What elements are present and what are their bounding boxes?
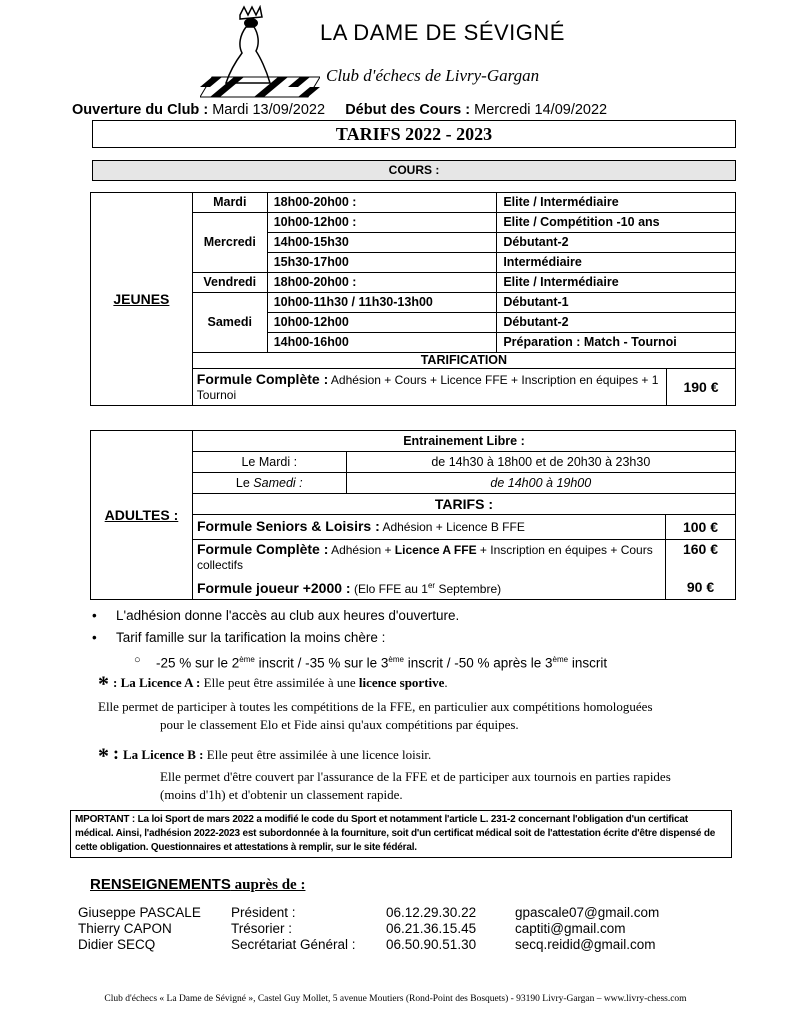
level-cell: Débutant-1	[497, 293, 736, 313]
joueur-desc-1: (Elo FFE au 1	[350, 581, 428, 596]
complete-desc-2: + Inscription en équipes + Cours collectifs	[196, 543, 653, 572]
contact-phone: 06.21.36.15.45	[386, 921, 477, 936]
tarifs-title: TARIFS 2022 - 2023	[92, 120, 736, 148]
adultes-label: ADULTES :	[91, 431, 193, 600]
licence-b-heading	[98, 743, 432, 769]
jeunes-table	[90, 192, 736, 406]
level-cell: Débutant-2	[497, 313, 736, 333]
joueur-sup: er	[427, 580, 436, 590]
mardi-label: Le Mardi :	[192, 452, 346, 473]
time-cell: 14h00-16h00	[267, 333, 497, 353]
complete-price: 160 €	[666, 540, 736, 576]
opening-label: Ouverture du Club :	[72, 102, 209, 118]
time-cell: 18h00-20h00 :	[267, 273, 497, 293]
samedi-hours: de 14h00 à 19h00	[346, 473, 735, 494]
joueur-name: Formule joueur +2000 :	[196, 579, 351, 596]
jeunes-label: JEUNES	[91, 193, 193, 406]
contact-phone: 06.12.29.30.22	[386, 905, 477, 920]
level-cell: Préparation : Match - Tournoi	[497, 333, 736, 353]
sub-text: -25 % sur le 2	[156, 655, 240, 671]
contact-email[interactable]: captiti@gmail.com	[515, 921, 626, 936]
formule-seniors	[192, 515, 665, 540]
samedi-prefix: Le	[235, 475, 254, 490]
sub-sup: ème	[388, 655, 404, 664]
contact-email[interactable]: secq.reidid@gmail.com	[515, 937, 656, 952]
licence-b-line2: Elle permet d'être couvert par l'assurance de la FFE et de participer aux tournois en parties rapides	[160, 769, 671, 784]
level-cell: Elite / Compétition -10 ans	[497, 213, 736, 233]
contact-role: Trésorier :	[231, 921, 293, 936]
time-cell: 15h30-17h00	[267, 253, 497, 273]
day-cell: Vendredi	[192, 273, 267, 293]
samedi-label: Samedi :	[253, 475, 303, 490]
bullet-list	[92, 605, 607, 675]
complete-desc-1: Adhésion +	[328, 543, 395, 557]
licence-a-intro: Elle peut être assimilée à une	[200, 675, 359, 690]
contact-phone: 06.50.90.51.30	[386, 937, 477, 952]
formule-complete-adultes	[192, 540, 665, 576]
sub-sup: ème	[239, 655, 255, 664]
contact-name: Didier SECQ	[78, 937, 156, 952]
formule-joueur	[192, 575, 665, 600]
adultes-tarifs-heading: TARIFS :	[192, 494, 735, 515]
rens-apres: auprès de :	[230, 877, 306, 893]
licence-a-end: .	[444, 675, 448, 690]
complete-name: Formule Complète :	[196, 541, 329, 557]
renseignements-title	[90, 876, 305, 894]
opening-line	[72, 102, 732, 118]
contact-role: Secrétariat Général :	[231, 937, 356, 952]
licence-a-title: : La Licence A :	[113, 675, 201, 690]
table-row	[91, 431, 736, 452]
chess-queen-logo	[200, 5, 320, 100]
club-name: LA DAME DE SÉVIGNÉ	[320, 20, 565, 45]
contact-email[interactable]: gpascale07@gmail.com	[515, 905, 660, 920]
sub-text: inscrit / -50 % après le 3	[403, 655, 553, 671]
licence-a-heading	[98, 671, 448, 697]
time-cell: 18h00-20h00 :	[267, 193, 497, 213]
day-cell: Mardi	[192, 193, 267, 213]
club-subtitle: Club d'échecs de Livry-Gargan	[326, 66, 540, 85]
cours-heading: COURS :	[92, 160, 736, 181]
seniors-desc: Adhésion + Licence B FFE	[379, 520, 525, 534]
level-cell: Débutant-2	[497, 233, 736, 253]
mardi-hours: de 14h30 à 18h00 et de 20h30 à 23h30	[346, 452, 735, 473]
time-cell: 14h00-15h30	[267, 233, 497, 253]
licence-b-title: La Licence B :	[123, 747, 204, 762]
star-icon: *	[98, 671, 109, 697]
sub-sup: ème	[552, 655, 569, 664]
level-cell: Intermédiaire	[497, 253, 736, 273]
licence-b-colon: :	[113, 743, 119, 763]
licence-b-line3: (moins d'1h) et d'obtenir un classement rapide.	[160, 787, 403, 802]
adultes-table	[90, 430, 736, 600]
contact-name: Thierry CAPON	[78, 921, 172, 936]
seniors-name: Formule Seniors & Loisirs :	[196, 518, 380, 534]
courses-label: Début des Cours :	[345, 102, 471, 118]
formule-name: Formule Complète :	[196, 370, 329, 387]
day-cell: Samedi	[192, 293, 267, 353]
licence-a-bold: licence sportive	[358, 675, 445, 690]
formule-desc: Adhésion + Cours + Licence FFE + Inscription en équipes + 1 Tournoi	[196, 372, 659, 402]
level-cell: Elite / Intermédiaire	[497, 193, 736, 213]
formule-complete-jeunes	[192, 369, 666, 406]
level-cell: Elite / Intermédiaire	[497, 273, 736, 293]
seniors-price: 100 €	[666, 515, 736, 540]
opening-date: Mardi 13/09/2022	[212, 102, 326, 118]
contact-role: Président :	[231, 905, 296, 920]
licence-b-intro: Elle peut être assimilée à une licence loisir.	[203, 747, 432, 762]
time-cell: 10h00-12h00 :	[267, 213, 497, 233]
table-row	[91, 193, 736, 213]
samedi-cell	[192, 473, 346, 494]
sub-text: inscrit	[568, 655, 608, 671]
licence-a-line3: pour le classement Elo et Fide ainsi qu'aux compétitions par équipes.	[160, 717, 519, 732]
joueur-desc-2: Septembre)	[435, 581, 502, 596]
joueur-price: 90 €	[666, 575, 736, 600]
sub-text: inscrit / -35 % sur le 3	[254, 655, 389, 671]
tarification-heading: TARIFICATION	[192, 353, 735, 369]
list-item: • L'adhésion donne l'accès au club aux heures d'ouverture.	[92, 605, 607, 627]
formule-price: 190 €	[667, 369, 736, 406]
rens-title-text: RENSEIGNEMENTS	[90, 876, 231, 893]
list-item: • Tarif famille sur la tarification la moins chère :	[92, 627, 607, 649]
footer: Club d'échecs « La Dame de Sévigné », Castel Guy Mollet, 5 avenue Moutiers (Rond-Point des Bosquets) - 93190 Livry-Gargan – www.livry-chess.com	[104, 994, 687, 1004]
time-cell: 10h00-11h30 / 11h30-13h00	[267, 293, 497, 313]
courses-date: Mercredi 14/09/2022	[474, 102, 608, 118]
complete-desc-bold: Licence A FFE	[394, 543, 477, 557]
entrainement-heading: Entrainement Libre :	[192, 431, 735, 452]
licence-a-line2: Elle permet de participer à toutes les compétitions de la FFE, en particulier aux compétitions homologuées	[98, 699, 653, 714]
star-icon: *	[98, 743, 109, 769]
list-item-sub	[92, 649, 607, 675]
time-cell: 10h00-12h00	[267, 313, 497, 333]
contact-name: Giuseppe PASCALE	[78, 905, 201, 920]
day-cell: Mercredi	[192, 213, 267, 273]
important-notice: MPORTANT : La loi Sport de mars 2022 a modifié le code du Sport et notamment l'article L. 231-2 concernant l'obligation d'un certificat médical. Ainsi, l'adhésion 2022-2023 est subordonnée à la fourniture, soit d'un certificat médical soit de l'attestation écrite d'être dispensé de cette obligation. Questionnaires et attestations à remplir, sur le site fédéral.	[70, 810, 732, 858]
